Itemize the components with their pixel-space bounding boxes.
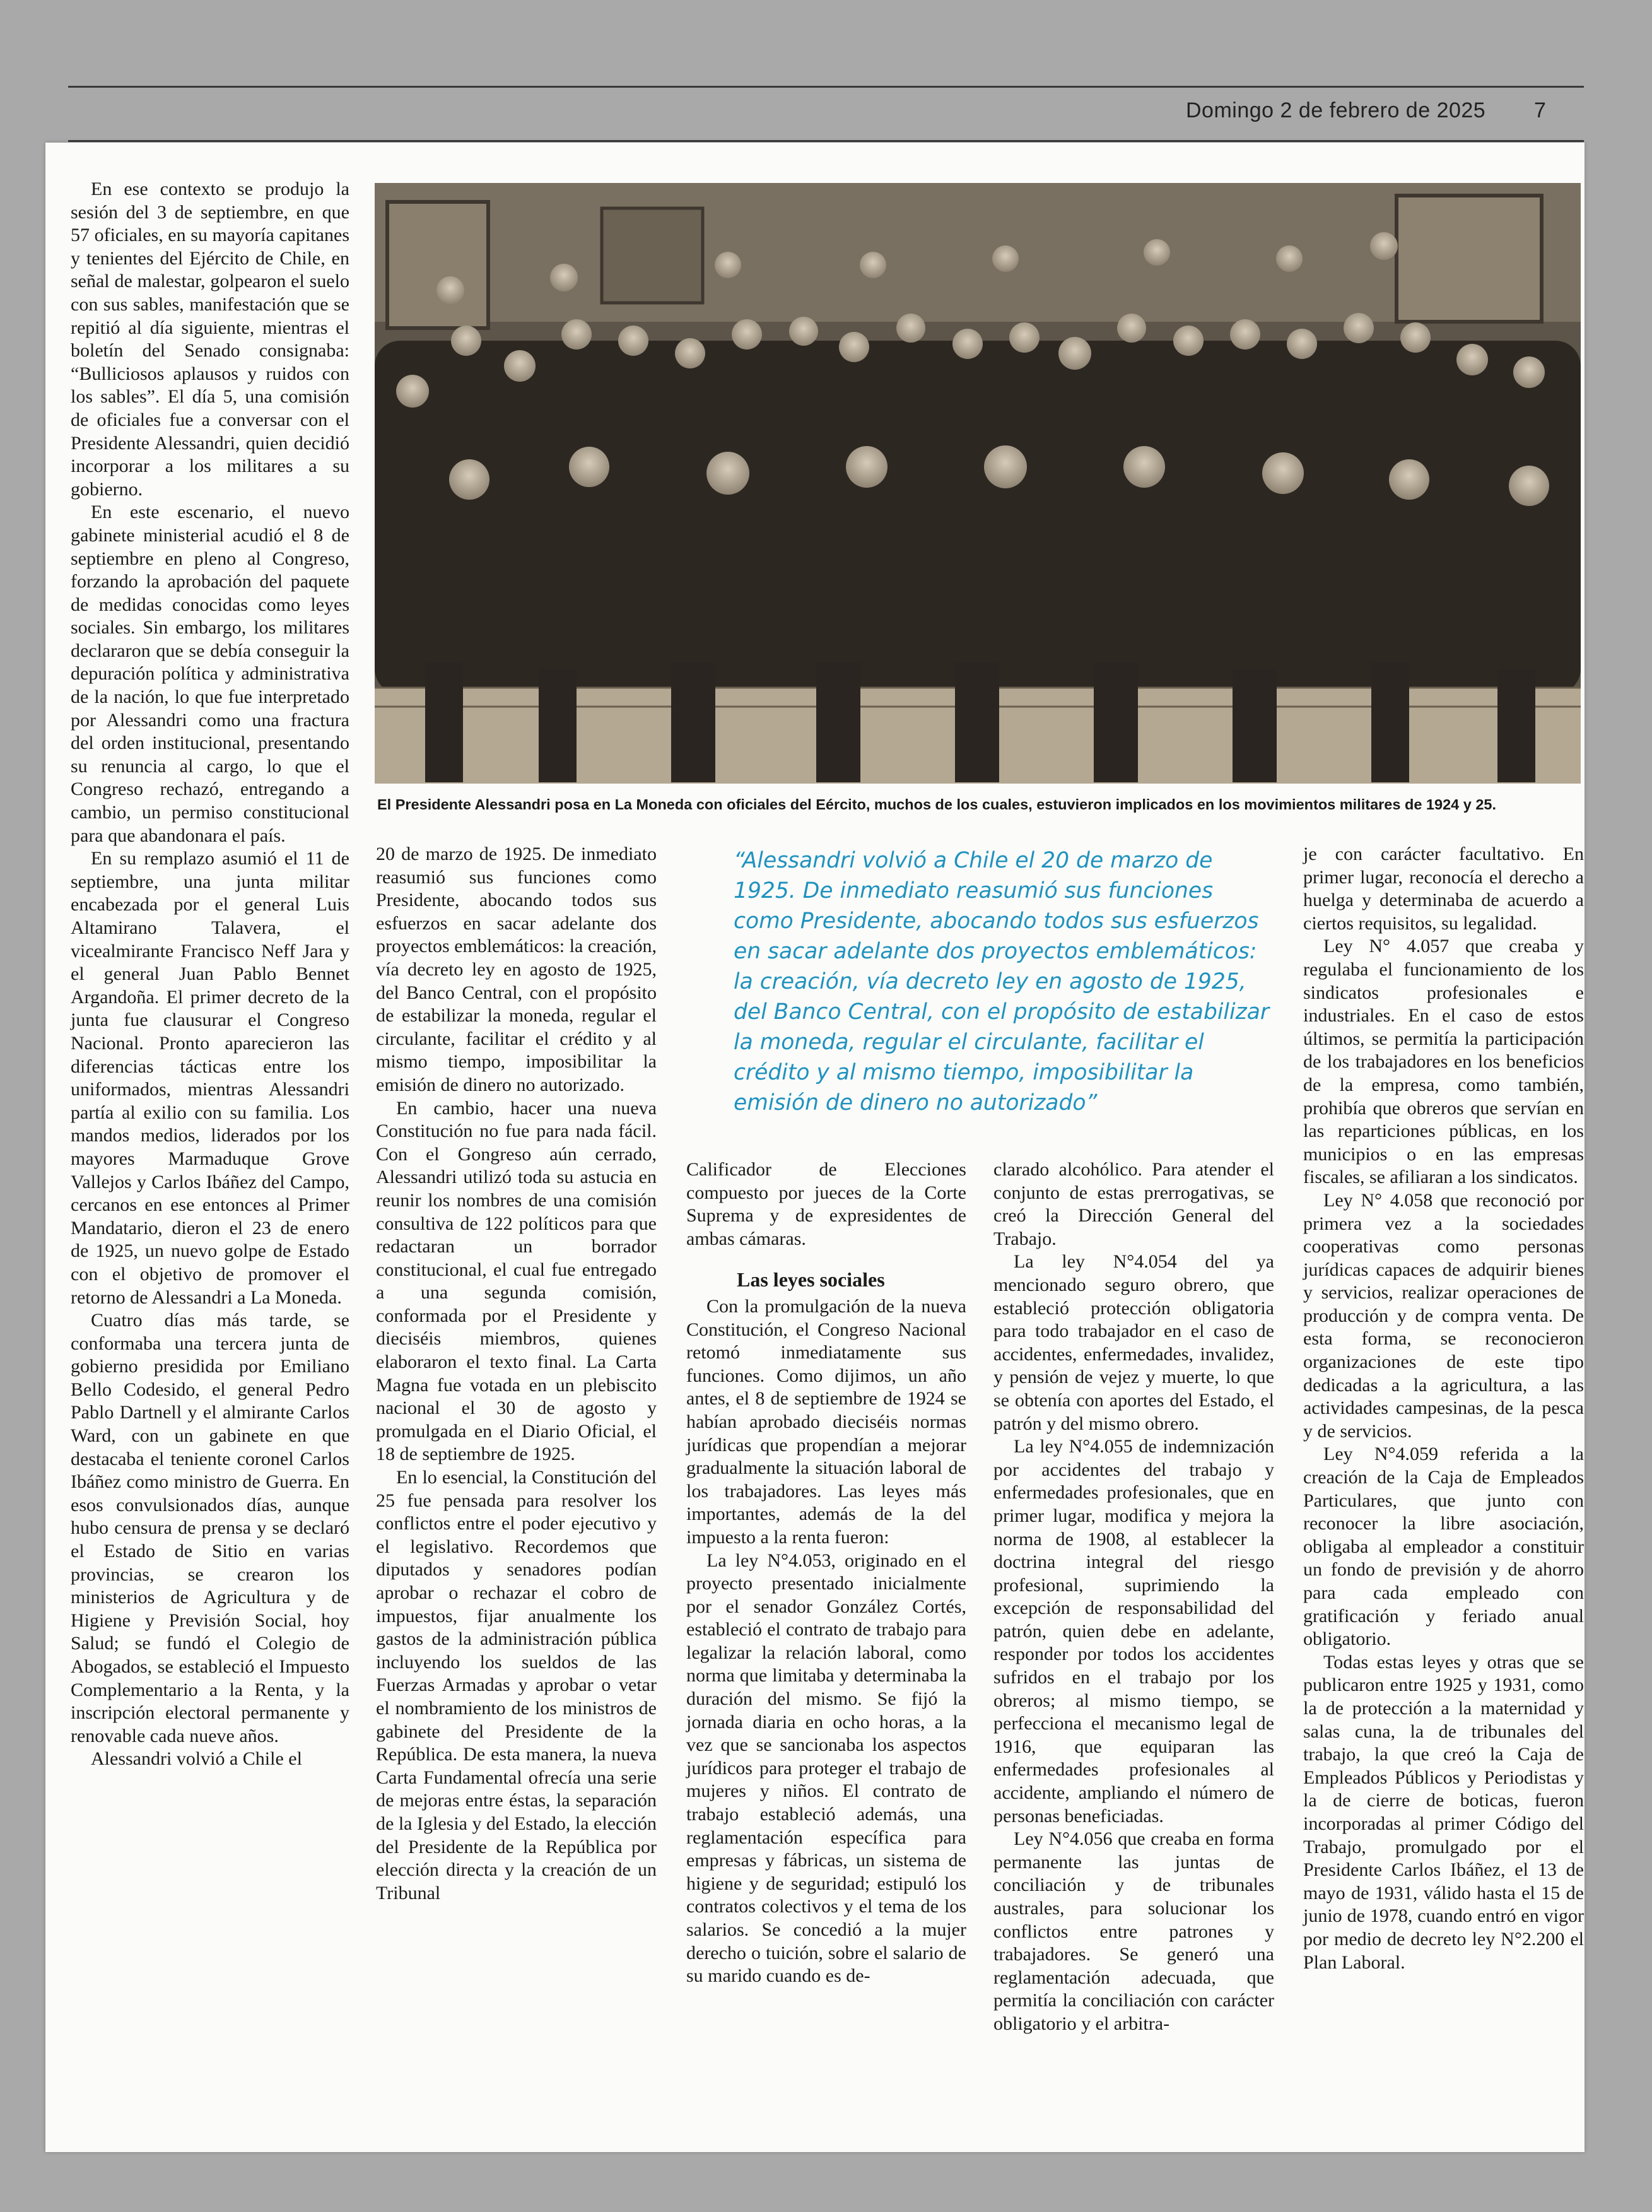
paragraph: Alessandri volvió a Chile el bbox=[91, 1748, 302, 1770]
paragraph: Ley N°4.059 referida a la creación de la Caja de Empleados Particulares, que junto con reconocer la libre asociación, obligaba al empleador a constituir un fondo de previsión y de ahorro para cada empleado con gratificación y feriado anual obligatorio. bbox=[1303, 1444, 1584, 1650]
paragraph: clarado alcohólico. Para atender el conjunto de estas prerrogativas, se creó la Dirección General del Trabajo. bbox=[993, 1159, 1274, 1249]
column-5 bbox=[1303, 843, 1584, 1974]
paragraph: Calificador de Elecciones compuesto por jueces de la Corte Suprema y de expresidentes de ambas cámaras. bbox=[686, 1159, 966, 1249]
column-1 bbox=[71, 178, 349, 1771]
column-4 bbox=[993, 1158, 1274, 2036]
paragraph: La ley N°4.053, originado en el proyecto presentado inicialmente por el senador González Cortés, estableció el contrato de trabajo para legalizar la relación laboral, como norma que limitaba y determinaba la duración del mismo. Se fijó la jornada diaria en ocho horas, a la vez que se sancionaba los aspectos jurídicos para proteger el trabajo de mujeres y niños. El contrato de trabajo estableció además, una reglamentación específica para empresas y fábricas, un sistema de higiene y de seguridad; estipuló los contratos colectivos y el tema de los salarios. Se concedió a la mujer derecho o tuición, sobre el salario de su marido cuando es de- bbox=[686, 1550, 966, 1987]
page-number: 7 bbox=[1534, 98, 1546, 122]
paragraph: Ley N°4.056 que creaba en forma permanente las juntas de conciliación y de tribunales australes, para solucionar los conflictos entre patrones y trabajadores. Se generó una reglamentación adecuada, que permitía la conciliación con carácter obligatorio y el arbitra- bbox=[993, 1828, 1274, 2034]
paragraph: Ley N° 4.058 que reconoció por primera vez a la sociedades cooperativas como personas jurídicas capaces de adquirir bienes y servicios, realizar operaciones de producción y de compra venta. De esta forma, se reconocieron organizaciones de este tipo dedicadas a la agricultura, a las actividades campesinas, de la pesca y de servicios. bbox=[1303, 1189, 1584, 1442]
header-rule-bottom bbox=[68, 140, 1584, 142]
photo-caption: El Presidente Alessandri posa en La Moneda con oficiales del Eército, muchos de los cuales, estuvieron implicados en los movimientos militares de 1924 y 25. bbox=[377, 796, 1496, 813]
paragraph: En ese contexto se produjo la sesión del 3 de septiembre, en que 57 oficiales, en su mayoría capitanes y tenientes del Ejército de Chile, en señal de malestar, golpearon el suelo con sus sables, manifestación que se repitió al día siguiente, mientras el boletín del Senado consignaba: “Bulliciosos aplausos y ruidos con los sables”. El día 5, una comisión de oficiales fue a conversar con el Presidente Alessandri, quien decidió incorporar a los militares a su gobierno. bbox=[71, 179, 349, 500]
column-3 bbox=[686, 1158, 966, 1988]
paragraph: Todas estas leyes y otras que se publicaron entre 1925 y 1931, como la de protección a la maternidad y salas cuna, la de tribunales del trabajo, la que creó la Caja de Empleados Públicos y Periodistas y la de cierre de boticas, fueron incorporadas al primer Código del Trabajo, promulgado por el Presidente Carlos Ibáñez, el 13 de mayo de 1931, válido hasta el 15 de junio de 1978, cuando entró en vigor por medio de decreto ley N°2.200 el Plan Laboral. bbox=[1303, 1651, 1584, 1973]
paragraph: En su remplazo asumió el 11 de septiembre, una junta militar encabezada por el general Luis Altamirano Talavera, el vicealmirante Francisco Neff Jara y el general Juan Pablo Bennet Argandoña. El primer decreto de la junta fue clausurar el Congreso Nacional. Pronto aparecieron las diferencias tácticas entre los uniformados, mientras Alessandri partía al exilio con su familia. Los mandos medios, liderados por los mayores Marmaduque Grove Vallejos y Carlos Ibáñez del Campo, cercanos en ese entonces al Primer Mandatario, dieron el 23 de enero de 1925, un nuevo golpe de Estado con el objetivo de promover el retorno de Alessandri a La Moneda. bbox=[71, 848, 349, 1308]
paragraph: Ley N° 4.057 que creaba y regulaba el funcionamiento de los sindicatos profesionales e industriales. En el caso de estos últimos, se permitía la participación de los trabajadores en los beneficios de la empresa, como también, prohibía que obreros que servían en las reparticiones públicas, en los municipios o en las empresas fiscales, se afiliaran a los sindicatos. bbox=[1303, 936, 1584, 1188]
section-subheading: Las leyes sociales bbox=[737, 1268, 885, 1291]
pull-quote: “Alessandri volvió a Chile el 20 de marzo de 1925. De inmediato reasumió sus funciones como Presidente, abocando todos sus esfuerzos en sacar adelante dos proyectos emblemáticos: la creación, vía decreto ley en agosto de 1925, del Banco Central, con el propósito de estabilizar la moneda, regular el circulante, facilitar el crédito y al mismo tiempo, imposibilitar la emisión de dinero no autorizado” bbox=[734, 848, 1270, 1115]
photo-illustration bbox=[375, 183, 1581, 784]
column-2 bbox=[376, 843, 657, 1905]
paragraph: La ley N°4.055 de indemnización por accidentes del trabajo y enfermedades profesionales, que en primer lugar, modifica y mejora la norma de 1908, al establecer la doctrina integral del riesgo profesional, suprimiendo la excepción de responsabilidad del patrón, quien debe en adelante, responder por todos los accidentes sufridos en el trabajo por los obreros; al mismo tiempo, se perfecciona el mecanismo legal de 1916, que equiparan las enfermedades profesionales al accidente, ampliando el número de personas beneficiadas. bbox=[993, 1436, 1274, 1827]
paragraph: Con la promulgación de la nueva Constitución, el Congreso Nacional retomó inmediatamente sus funciones. Como dijimos, un año antes, el 8 de septiembre de 1924 se habían aprobado dieciséis normas jurídicas que propendían a mejorar gradualmente la situación laboral de los trabajadores. Las leyes más importantes, además de la del impuesto a la renta fueron: bbox=[686, 1295, 966, 1548]
historical-group-photo bbox=[375, 183, 1581, 784]
paragraph: En cambio, hacer una nueva Constitución no fue para nada fácil. Con el Gongreso aún cerrado, Alessandri utilizó toda su astucia en reunir los nombres de una comisión consultiva de 122 políticos para que redactaran un borrador constitucional, el cual fue entregado a una segunda comisión, conformada por el Presidente y dieciséis miembros, quienes elaboraron el texto final. La Carta Magna fue votada en un plebiscito nacional el 30 de agosto y promulgada en el Diario Oficial, el 18 de septiembre de 1925. bbox=[376, 1097, 657, 1465]
paragraph: je con carácter facultativo. En primer lugar, reconocía el derecho a huelga y determinaba de acuerdo a ciertos requisitos, su legalidad. bbox=[1303, 844, 1584, 934]
issue-date: Domingo 2 de febrero de 2025 bbox=[1186, 98, 1486, 122]
paragraph: La ley N°4.054 del ya mencionado seguro obrero, que estableció protección obligatoria para todo trabajador en el caso de accidentes, enfermedades, invalidez, y pensión de vejez y muerte, lo que se obtenía con aportes del Estado, el patrón y del mismo obrero. bbox=[993, 1251, 1274, 1434]
paragraph: 20 de marzo de 1925. De inmediato reasumió sus funciones como Presidente, abocando todos sus esfuerzos en sacar adelante dos proyectos emblemáticos: la creación, vía decreto ley en agosto de 1925, del Banco Central, con el propósito de estabilizar la moneda, regular el circulante, facilitar el crédito y al mismo tiempo, imposibilitar la emisión de dinero no autorizado. bbox=[376, 844, 657, 1095]
top-bar bbox=[0, 0, 1652, 143]
paragraph: Cuatro días más tarde, se conformaba una tercera junta de gobierno presidida por Emiliano Bello Codesido, el general Pedro Pablo Dartnell y el almirante Carlos Ward, con un gabinete en que destacaba el teniente coronel Carlos Ibáñez como ministro de Guerra. En esos convulsionados días, aunque hubo censura de prensa y se declaró el Estado de Sitio en varias provincias, se crearon los ministerios de Agricultura y de Higiene y Previsión Social, hoy Salud; se fundó el Colegio de Abogados, se estableció el Impuesto Complementario a la Renta, y la inscripción electoral permanente y renovable cada nueve años. bbox=[71, 1310, 349, 1746]
paragraph: En este escenario, el nuevo gabinete ministerial acudió el 8 de septiembre en pleno al Congreso, forzando la aprobación del paquete de medidas conocidas como leyes sociales. Sin embargo, los militares declararon que se debía conseguir la depuración política y administrativa de la nación, lo que fue interpretado por Alessandri como una fractura del orden institucional, presentando su renuncia al cargo, lo que el Congreso rechazó, entregando a cambio, un permiso constitucional para que abandonara el país. bbox=[71, 502, 349, 846]
header-rule-top bbox=[68, 86, 1584, 88]
paragraph: En lo esencial, la Constitución del 25 fue pensada para resolver los conflictos entre el poder ejecutivo y el legislativo. Recordemos que diputados y senadores podían aprobar o rechazar el cobro de impuestos, fijar anualmente los gastos de la administración pública incluyendo los sueldos de las Fuerzas Armadas y aprobar o vetar el nombramiento de los ministros de gabinete del Presidente de la República. De esta manera, la nueva Carta Fundamental ofrecía una serie de mejoras entre éstas, la separación de la Iglesia y del Estado, la elección del Presidente de la República por elección directa y la creación de un Tribunal bbox=[376, 1467, 657, 1903]
